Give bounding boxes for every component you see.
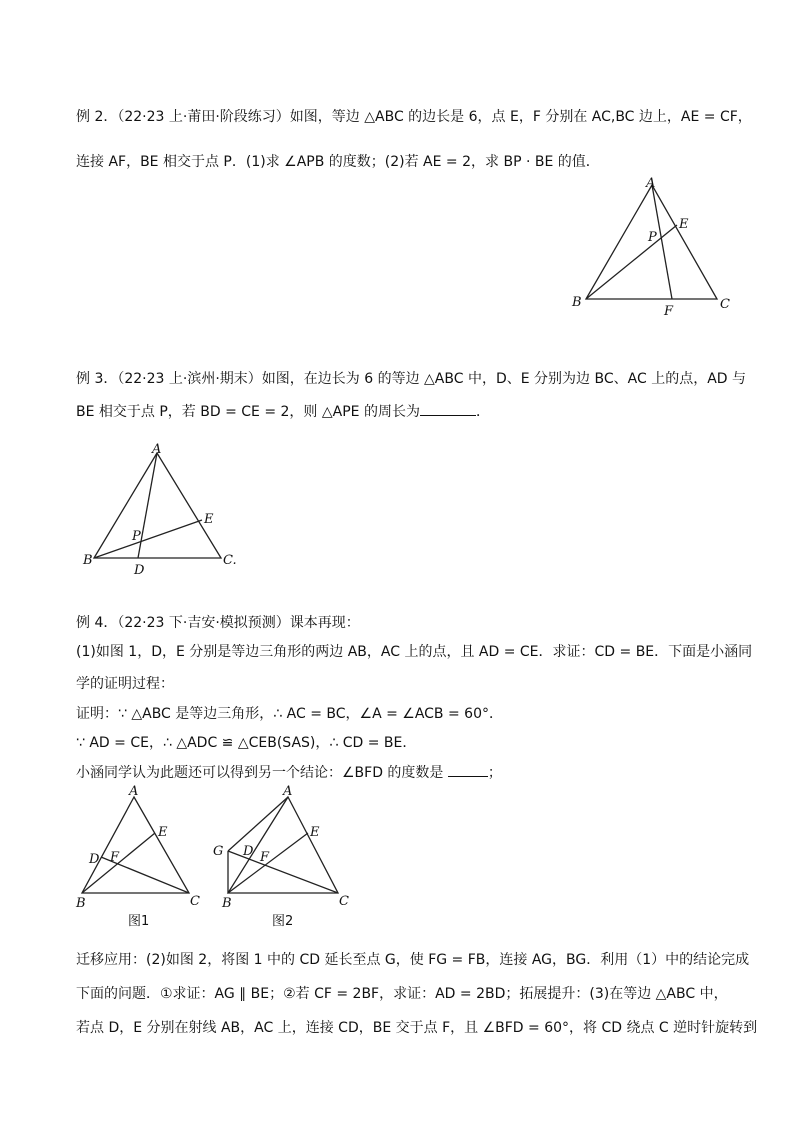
ex4-text-line4: 证明：∵ △ABC 是等边三角形，∴ AC = BC，∠A = ∠ACB = 60°． (76, 706, 503, 722)
ex2-label-e: E (679, 217, 689, 232)
fig1-label-a: A (129, 784, 139, 799)
ex4-text-line8: 下面的问题．①求证：AG ∥ BE；②若 CF = 2BF，求证：AD = 2BD；拓展提升：(3)在等边 △ABC 中， (76, 986, 728, 1002)
ex4-text-line7: 迁移应用：(2)如图 2，将图 1 中的 CD 延长至点 G，使 FG = FB，连接 AG，BG．利用（1）中的结论完成 (76, 952, 750, 968)
ex3-text-line2 (76, 402, 490, 422)
ex4-text-line6-main: 小涵同学认为此题还可以得到另一个结论：∠BFD 的度数是 (76, 765, 444, 781)
ex4-text-line1: 例 4．（22·23 下·吉安·模拟预测）课本再现： (76, 615, 360, 631)
ex4-text-line6-end: ； (487, 765, 502, 781)
ex2-label-f: F (664, 304, 674, 319)
ex3-label-e: E (204, 512, 214, 527)
ex2-label-c: C (720, 297, 730, 312)
ex4-text-line6 (76, 763, 502, 783)
fig1-label-f: F (110, 850, 120, 865)
ex3-triangle-abc (94, 453, 221, 558)
fig2-segment-ag (228, 797, 288, 851)
ex3-label-c: C. (223, 553, 237, 568)
fig2-caption: 图2 (272, 914, 294, 929)
fig2-label-c: C (339, 894, 349, 909)
ex4-text-line5: ∵ AD = CE，∴ △ADC ≌ △CEB(SAS)，∴ CD = BE． (76, 735, 417, 751)
ex4-text-line2: (1)如图 1，D，E 分别是等边三角形的两边 AB，AC 上的点，且 AD = CE．求证：CD = BE．下面是小涵同 (76, 644, 753, 660)
ex4-text-line9: 若点 D，E 分别在射线 AB，AC 上，连接 CD，BE 交于点 F，且 ∠BFD = 60°，将 CD 绕点 C 逆时针旋转到 (76, 1020, 758, 1036)
ex2-label-a: A (646, 176, 656, 191)
ex4-answer-blank (448, 776, 488, 777)
ex2-text-line1: 例 2．（22·23 上·莆田·阶段练习）如图，等边 △ABC 的边长是 6，点 E，F 分别在 AC,BC 边上，AE = CF， (76, 109, 752, 125)
ex2-label-p: P (648, 230, 657, 245)
ex4-figure-2 (210, 783, 360, 933)
fig2-label-f: F (260, 850, 270, 865)
ex3-text-line1: 例 3．（22·23 上·滨州·期末）如图，在边长为 6 的等边 △ABC 中，D、E 分别为边 BC、AC 上的点，AD 与 (76, 371, 746, 387)
ex4-text-line3: 学的证明过程： (76, 676, 174, 692)
ex2-segment-be (586, 225, 677, 299)
ex3-label-d: D (134, 563, 145, 578)
fig2-label-a: A (283, 784, 293, 799)
fig1-triangle-abc (82, 797, 189, 893)
fig1-caption: 图1 (128, 914, 150, 929)
ex3-answer-blank (420, 415, 476, 416)
ex3-segment-be (94, 520, 202, 558)
fig1-label-d: D (89, 852, 100, 867)
fig2-label-e: E (310, 825, 320, 840)
fig2-label-g: G (213, 844, 224, 859)
ex4-figure-1 (70, 783, 210, 933)
fig1-label-c: C (190, 894, 200, 909)
ex3-label-b: B (83, 553, 93, 568)
ex2-text-line2: 连接 AF，BE 相交于点 P．(1)求 ∠APB 的度数；(2)若 AE = 2，求 BP · BE 的值． (76, 154, 600, 170)
fig1-label-b: B (76, 896, 86, 911)
ex3-text-line2-end: ． (475, 404, 490, 420)
ex2-triangle-figure (560, 175, 740, 320)
ex3-text-line2-main: BE 相交于点 P，若 BD = CE = 2，则 △APE 的周长为 (76, 404, 420, 420)
fig1-label-e: E (158, 825, 168, 840)
ex2-label-b: B (572, 295, 582, 310)
fig2-label-d: D (243, 844, 254, 859)
ex3-label-p: P (132, 529, 141, 544)
ex3-triangle-figure (80, 440, 250, 582)
ex3-label-a: A (152, 442, 162, 457)
fig2-label-b: B (222, 896, 232, 911)
